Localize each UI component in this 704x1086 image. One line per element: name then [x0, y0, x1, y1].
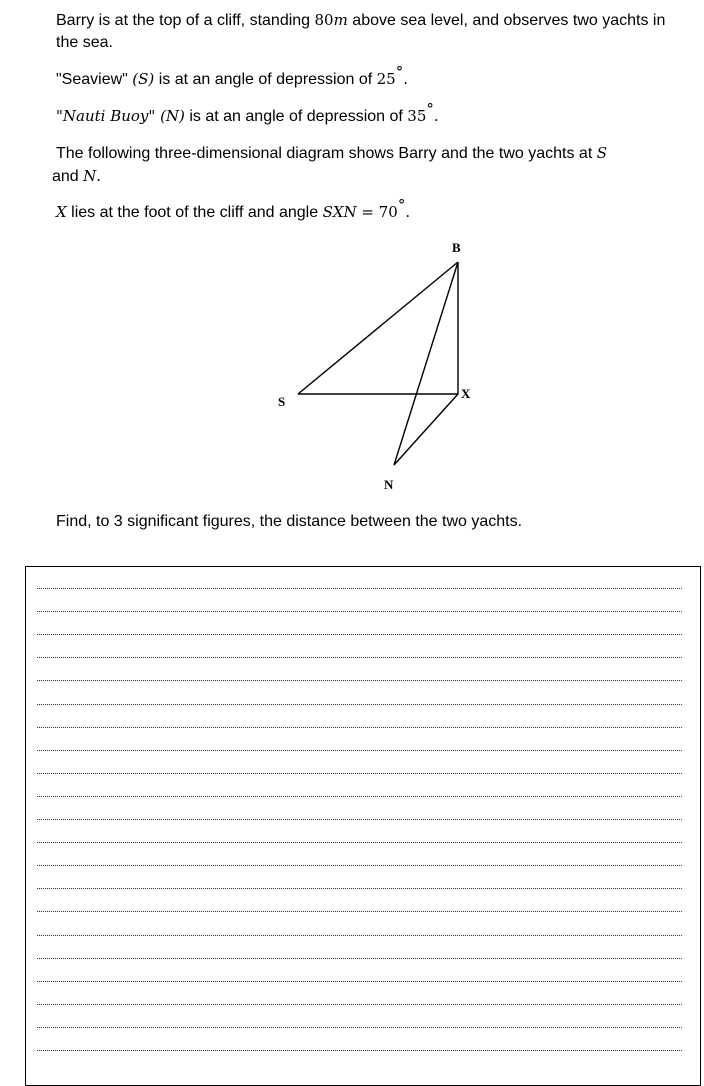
intro-text-a: Barry is at the top of a cliff, standing — [56, 12, 315, 29]
seaview-angle: 25 — [376, 70, 396, 88]
nauti-text: is at an angle of depression of — [184, 108, 408, 125]
answer-line — [37, 981, 682, 982]
intro-paragraph — [56, 9, 686, 54]
answer-line — [37, 611, 682, 612]
answer-line — [37, 958, 682, 959]
point-n-label: N — [384, 477, 394, 492]
answer-line — [37, 911, 682, 912]
cliff-height-unit: m — [333, 11, 348, 29]
cliff-height: 80 — [314, 11, 334, 29]
answer-line — [37, 1027, 682, 1028]
seaview-label: (S) — [132, 70, 155, 88]
task-text: Find, to 3 significant figures, the distance between the two yachts. — [56, 513, 523, 530]
period: . — [96, 167, 102, 185]
diagram-s-label: S — [596, 144, 607, 162]
intro-text-b: above sea level, and observes two yachts in the sea. — [56, 12, 666, 51]
answer-line — [37, 634, 682, 635]
answer-line — [37, 865, 682, 866]
answer-line — [37, 657, 682, 658]
answer-line — [37, 588, 682, 589]
period: . — [403, 70, 409, 88]
point-x-label: X — [461, 386, 471, 401]
answer-line — [37, 796, 682, 797]
answer-line — [37, 888, 682, 889]
answer-line — [37, 1050, 682, 1051]
answer-line — [37, 935, 682, 936]
nauti-label: (N) — [160, 107, 185, 125]
x-label: X — [56, 203, 67, 221]
answer-line — [37, 704, 682, 705]
cliff-diagram — [270, 232, 500, 502]
seaview-paragraph — [56, 63, 409, 91]
angle-value: = 70 — [356, 203, 398, 221]
point-b-label: B — [452, 240, 461, 255]
line-xn — [394, 394, 458, 465]
period: . — [405, 203, 411, 221]
answer-line — [37, 727, 682, 728]
diagram-and: and — [52, 168, 84, 185]
answer-line — [37, 680, 682, 681]
nauti-paragraph — [56, 100, 439, 128]
answer-line — [37, 773, 682, 774]
line-bn — [394, 262, 458, 465]
seaview-name: "Seaview" — [56, 71, 133, 88]
answer-line — [37, 1004, 682, 1005]
degree-symbol: ° — [397, 196, 406, 214]
answer-line — [37, 819, 682, 820]
line-bs — [298, 262, 458, 394]
nauti-name: "Nauti Buoy" — [56, 107, 161, 125]
degree-symbol: ° — [395, 63, 404, 81]
answer-box[interactable] — [25, 566, 701, 1086]
nauti-angle: 35 — [407, 107, 427, 125]
diagram-lines — [298, 262, 458, 465]
diagram-n-label: N — [83, 167, 97, 185]
period: . — [433, 107, 439, 125]
diagram-description — [52, 142, 686, 188]
answer-line — [37, 750, 682, 751]
point-s-label: S — [278, 394, 286, 409]
task-paragraph — [56, 511, 522, 533]
diagram-text: The following three-dimensional diagram shows Barry and the two yachts at — [56, 145, 597, 162]
seaview-text: is at an angle of depression of — [154, 71, 377, 88]
degree-symbol: ° — [426, 100, 434, 118]
answer-line — [37, 842, 682, 843]
x-text: lies at the foot of the cliff and angle — [66, 204, 323, 221]
angle-name: SXN — [322, 203, 357, 221]
angle-paragraph — [56, 196, 411, 224]
